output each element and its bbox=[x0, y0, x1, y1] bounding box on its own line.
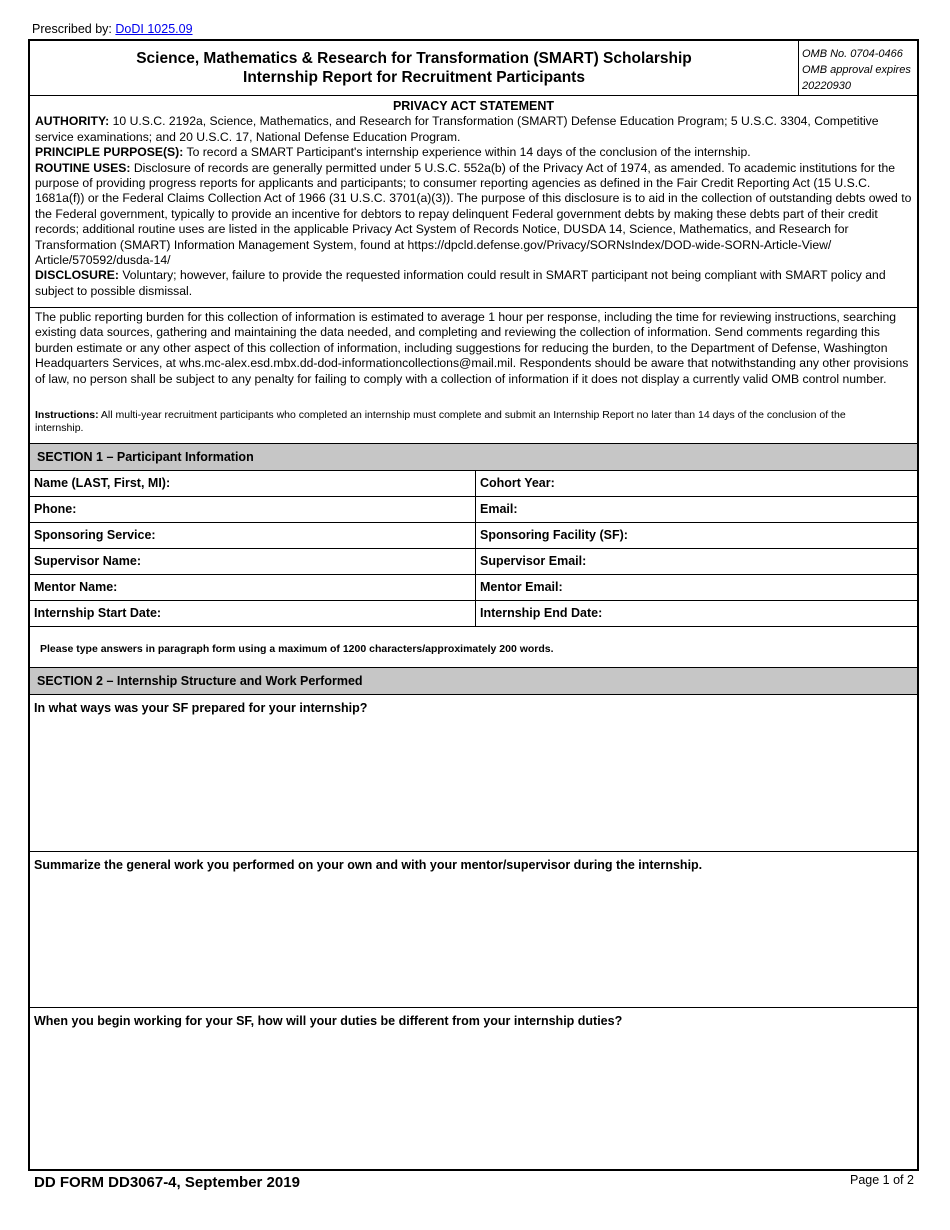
disclosure-text: Voluntary; however, failure to provide the requested information could result in SMART participant not being compliant with SMART policy and subject to possible dismissal. bbox=[35, 268, 886, 298]
page-number: Page 1 of 2 bbox=[850, 1173, 914, 1187]
title-line-1: Science, Mathematics & Research for Transformation (SMART) Scholarship bbox=[136, 50, 692, 67]
table-row bbox=[30, 523, 917, 549]
section-2-header: SECTION 2 – Internship Structure and Work Performed bbox=[30, 667, 917, 695]
title-line-2: Internship Report for Recruitment Participants bbox=[243, 69, 585, 86]
supervisor-email-field[interactable]: Supervisor Email: bbox=[480, 554, 587, 568]
table-row bbox=[30, 575, 917, 601]
burden-text: The public reporting burden for this collection of information is estimated to average 1 hour per response, including the time for reviewing instructions, searching existing data sources, gathering and maintaining the data needed, and completing and reviewing the collection of information. Send comments regarding this burden estimate or any other aspect of this collection of information, including suggestions for reducing the burden, to the Department of Defense, Washington Headquarters Services, at whs.mc-alex.esd.mbx.dd-dod-informationcollections@mail.mil. Respondents should be aware that notwithstanding any other provisions of law, no person shall be subject to any penalty for failing to comply with a collection of information if it does not display a currently valid OMB control number. bbox=[35, 310, 909, 386]
disclosure-paragraph bbox=[35, 268, 912, 299]
section-1-header: SECTION 1 – Participant Information bbox=[30, 443, 917, 471]
question-sf-prepared-field[interactable] bbox=[30, 695, 917, 852]
purpose-paragraph bbox=[35, 145, 912, 160]
instructions bbox=[35, 409, 865, 435]
omb-number: OMB No. 0704-0466 bbox=[802, 48, 903, 60]
disclosure-label: DISCLOSURE: bbox=[35, 268, 119, 283]
table-row bbox=[30, 549, 917, 575]
instructions-text: All multi-year recruitment participants who completed an internship must complete and submit an Internship Report no later than 14 days of the conclusion of the internship. bbox=[35, 409, 846, 434]
privacy-heading: PRIVACY ACT STATEMENT bbox=[392, 99, 555, 113]
privacy-act-statement bbox=[30, 99, 917, 299]
question-label: In what ways was your SF prepared for your internship? bbox=[34, 701, 368, 715]
form-header bbox=[30, 41, 917, 96]
cohort-year-field[interactable]: Cohort Year: bbox=[480, 476, 555, 490]
authority-paragraph bbox=[35, 114, 912, 145]
routine-text: Disclosure of records are generally permitted under 5 U.S.C. 552a(b) of the Privacy Act of 1974, as amended. To academic institutions for the purpose of providing progress reports for applicants and participants; to consumer reporting agencies as defined in the Fair Credit Reporting Act (15 U.S.C. 1681a(f)) or the Federal Claims Collection Act of 1966 (31 U.S.C. 3701(a)(3)). The purpose of this disclosure is to aid in the collection of outstanding debts owed to the Federal government, typically to provide an incentive for debtors to repay delinquent Federal government debts by making these debts part of their credit records; additional routine uses are listed in the applicable Privacy Act System of Records Notice, DUSDA 14, Science, Mathematics, and Research for Transformation (SMART) Information Management System, found at https://dpcld.defense.gov/Privacy/SORNsIndex/DOD-wide-SORN-Article-View/ Article/570592/dusda-14/ bbox=[35, 160, 912, 268]
question-work-summary-field[interactable] bbox=[30, 852, 917, 1008]
prescribed-label: Prescribed by: bbox=[32, 22, 112, 36]
mentor-name-field[interactable]: Mentor Name: bbox=[30, 575, 476, 600]
authority-text: 10 U.S.C. 2192a, Science, Mathematics, and Research for Transformation (SMART) Defense Education Program; 5 U.S.C. 3304, Competitive service examinations; and 20 U.S.C. 17, National Defense Education Program. bbox=[35, 114, 879, 144]
internship-end-date-field[interactable]: Internship End Date: bbox=[480, 606, 603, 620]
mentor-email-field[interactable]: Mentor Email: bbox=[480, 580, 563, 594]
prescribed-by bbox=[32, 22, 193, 36]
answer-instructions-note: Please type answers in paragraph form using a maximum of 1200 characters/approximately 200 words. bbox=[40, 643, 554, 655]
table-row bbox=[30, 471, 917, 497]
internship-start-date-field[interactable]: Internship Start Date: bbox=[30, 601, 476, 626]
dodi-link[interactable]: DoDI 1025.09 bbox=[115, 22, 193, 36]
participant-info-grid bbox=[30, 471, 917, 627]
question-label: When you begin working for your SF, how will your duties be different from your internship duties? bbox=[34, 1014, 623, 1028]
instructions-label: Instructions: bbox=[35, 409, 99, 421]
burden-statement bbox=[30, 307, 917, 387]
table-row bbox=[30, 601, 917, 627]
sponsoring-service-field[interactable]: Sponsoring Service: bbox=[30, 523, 476, 548]
purpose-text: To record a SMART Participant's internship experience within 14 days of the conclusion of the internship. bbox=[183, 145, 751, 160]
supervisor-name-field[interactable]: Supervisor Name: bbox=[30, 549, 476, 574]
email-field[interactable]: Email: bbox=[480, 502, 518, 516]
authority-label: AUTHORITY: bbox=[35, 114, 110, 129]
question-duties-difference-field[interactable] bbox=[30, 1008, 917, 1169]
phone-field[interactable]: Phone: bbox=[30, 497, 476, 522]
name-field[interactable]: Name (LAST, First, MI): bbox=[30, 471, 476, 496]
form-frame bbox=[28, 39, 919, 1171]
sponsoring-facility-field[interactable]: Sponsoring Facility (SF): bbox=[480, 528, 628, 542]
routine-uses-paragraph bbox=[35, 161, 912, 269]
omb-box bbox=[798, 41, 917, 95]
routine-label: ROUTINE USES: bbox=[35, 160, 131, 175]
purpose-label: PRINCIPLE PURPOSE(S): bbox=[35, 145, 184, 160]
form-number: DD FORM DD3067-4, September 2019 bbox=[34, 1174, 300, 1191]
omb-approval: OMB approval expires bbox=[802, 64, 911, 76]
omb-date: 20220930 bbox=[802, 80, 851, 92]
form-title bbox=[30, 49, 798, 87]
question-label: Summarize the general work you performed on your own and with your mentor/supervisor during the internship. bbox=[34, 858, 703, 872]
table-row bbox=[30, 497, 917, 523]
